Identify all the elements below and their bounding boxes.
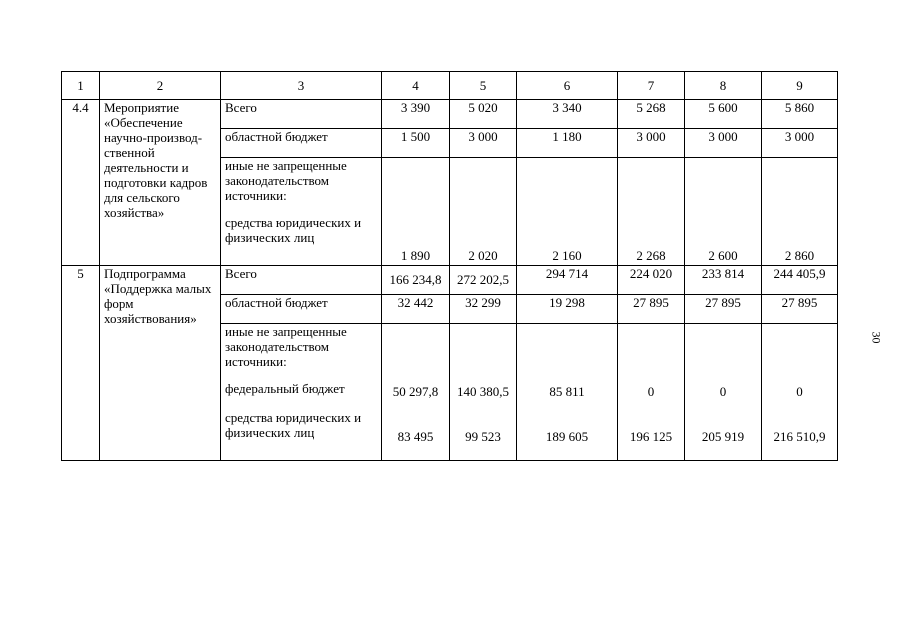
header-cell: 9 (762, 72, 838, 100)
legal-value: 205 919 (701, 429, 745, 444)
value-cell (517, 324, 618, 461)
value-cell: 5 860 (762, 100, 838, 129)
value-cell: 244 405,9 (762, 266, 838, 295)
value-cell: 27 895 (618, 295, 685, 324)
header-cell: 7 (618, 72, 685, 100)
value-cell: 294 714 (517, 266, 618, 295)
federal-value: 0 (719, 384, 727, 399)
header-cell: 8 (685, 72, 762, 100)
value-cell: 3 000 (762, 129, 838, 158)
value-cell (685, 324, 762, 461)
value-cell: 1 180 (517, 129, 618, 158)
source-label: Всего (221, 266, 382, 295)
source-cell (221, 324, 382, 461)
value-cell: 3 000 (450, 129, 517, 158)
value-cell: 32 442 (382, 295, 450, 324)
header-cell: 4 (382, 72, 450, 100)
legal-value: 189 605 (545, 429, 589, 444)
legal-value: 216 510,9 (773, 429, 826, 444)
value-cell: 272 202,5 (450, 266, 517, 295)
table-row (62, 266, 838, 295)
value-cell: 2 860 (762, 158, 838, 266)
value-cell: 166 234,8 (382, 266, 450, 295)
value-cell: 2 160 (517, 158, 618, 266)
value-cell: 5 600 (685, 100, 762, 129)
value-cell: 3 000 (685, 129, 762, 158)
federal-value: 50 297,8 (392, 384, 439, 399)
legal-value: 99 523 (465, 429, 501, 444)
value-cell: 3 000 (618, 129, 685, 158)
federal-value: 140 380,5 (457, 384, 509, 399)
source-label: областной бюджет (221, 129, 382, 158)
value-cell: 2 268 (618, 158, 685, 266)
value-cell: 32 299 (450, 295, 517, 324)
source-label: Всего (221, 100, 382, 129)
row-name: Подпрограмма «Поддержка малых форм хозяйствования» (100, 266, 221, 461)
source-label: иные не запрещенные законодательством источники: (225, 158, 347, 203)
value-cell: 233 814 (685, 266, 762, 295)
value-cell: 3 390 (382, 100, 450, 129)
legal-value: 83 495 (397, 429, 434, 444)
value-cell: 19 298 (517, 295, 618, 324)
header-cell: 5 (450, 72, 517, 100)
value-cell (382, 324, 450, 461)
header-cell: 1 (62, 72, 100, 100)
source-label: иные не запрещенные законодательством источники: (225, 324, 347, 369)
header-cell: 6 (517, 72, 618, 100)
value-cell: 5 268 (618, 100, 685, 129)
federal-value: 0 (647, 384, 655, 399)
header-cell: 3 (221, 72, 382, 100)
value-cell: 224 020 (618, 266, 685, 295)
source-sub-label: средства юридических и физических лиц (225, 215, 362, 245)
value-cell (762, 324, 838, 461)
value-cell (450, 324, 517, 461)
legal-value: 196 125 (629, 429, 673, 444)
value-cell: 1 890 (382, 158, 450, 266)
row-name: Мероприятие «Обеспечение научно-производ-ственной деятельности и подготовки кадров для сельского хозяйства» (100, 100, 221, 266)
table-row (62, 100, 838, 129)
federal-value: 0 (796, 384, 803, 399)
value-cell: 2 020 (450, 158, 517, 266)
value-cell: 2 600 (685, 158, 762, 266)
funding-table (61, 71, 838, 461)
source-label: областной бюджет (221, 295, 382, 324)
federal-label: федеральный бюджет (225, 381, 345, 396)
row-number: 4.4 (62, 100, 100, 266)
federal-value: 85 811 (549, 384, 585, 399)
source-cell (221, 158, 382, 266)
legal-label: средства юридических и физических лиц (225, 410, 362, 440)
value-cell: 27 895 (762, 295, 838, 324)
header-cell: 2 (100, 72, 221, 100)
value-cell: 1 500 (382, 129, 450, 158)
value-cell (618, 324, 685, 461)
page-number: 30 (869, 331, 884, 344)
table-header-row (62, 72, 838, 100)
value-cell: 27 895 (685, 295, 762, 324)
value-cell: 5 020 (450, 100, 517, 129)
value-cell: 3 340 (517, 100, 618, 129)
row-number: 5 (62, 266, 100, 461)
